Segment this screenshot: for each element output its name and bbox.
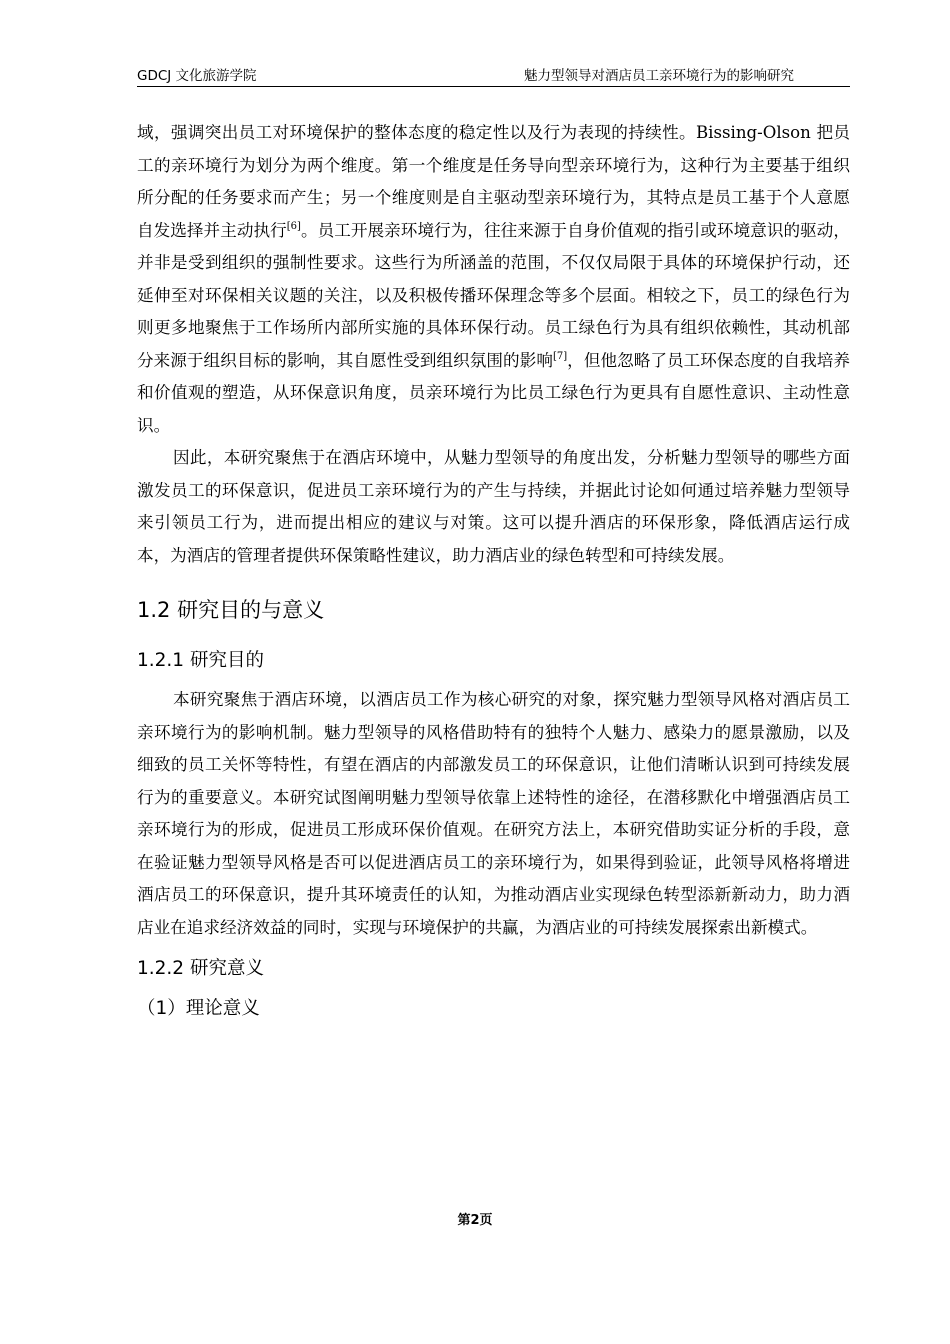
header-institution: GDCJ 文化旅游学院 bbox=[137, 68, 257, 84]
section-heading: 1.2 研究目的与意义 bbox=[137, 598, 325, 622]
paragraph-text: ，但他忽略了员工环保态度的自我培养和价值观的塑造，从环保意识角度，员亲环境行为比员工绿色行为更具有自愿性意识、主动性意识。 bbox=[137, 350, 850, 435]
page-body bbox=[137, 117, 850, 1022]
citation-ref: [7] bbox=[552, 350, 568, 362]
paragraph-text: 域，强调突出员工对环境保护的整体态度的稳定性以及行为表现的持续性。Bissing-Olson 把员工的亲环境行为划分为两个维度。第一个维度是任务导向型亲环境行为，这种行为主要基于组织所分配的任务要求而产生；另一个维度则是自主驱动型亲环境行为，其特点是员工基于个人意愿自发选择并主动执行 bbox=[137, 123, 850, 240]
paragraph-text: 。员工开展亲环境行为，往往来源于自身价值观的指引或环境意识的驱动，并非是受到组织的强制性要求。这些行为所涵盖的范围，不仅仅局限于具体的环境保护行动，还延伸至对环保相关议题的关注，以及积极传播环保理念等多个层面。相较之下，员工的绿色行为则更多地聚焦于工作场所内部所实施的具体环保行动。员工绿色行为具有组织依赖性，其动机部分来源于组织目标的影响，其自愿性受到组织氛围的影响 bbox=[137, 220, 850, 370]
page-header bbox=[137, 68, 850, 87]
subsubsection-heading: （1）理论意义 bbox=[137, 998, 260, 1019]
subsection-heading: 1.2.2 研究意义 bbox=[137, 958, 264, 979]
paragraph: 因此，本研究聚焦于在酒店环境中，从魅力型领导的角度出发，分析魅力型领导的哪些方面激发员工的环保意识，促进员工亲环境行为的产生与持续，并据此讨论如何通过培养魅力型领导来引领员工行为，进而提出相应的建议与对策。这可以提升酒店的环保形象，降低酒店运行成本，为酒店的管理者提供环保策略性建议，助力酒店业的绿色转型和可持续发展。 bbox=[137, 448, 850, 565]
paragraph-continued bbox=[137, 117, 850, 442]
subsection-heading: 1.2.1 研究目的 bbox=[137, 650, 264, 671]
citation-ref: [6] bbox=[286, 220, 301, 232]
paragraph: 本研究聚焦于酒店环境，以酒店员工作为核心研究的对象，探究魅力型领导风格对酒店员工亲环境行为的影响机制。魅力型领导的风格借助特有的独特个人魅力、感染力的愿景激励，以及细致的员工关怀等特性，有望在酒店的内部激发员工的环保意识，让他们清晰认识到可持续发展行为的重要意义。本研究试图阐明魅力型领导依靠上述特性的途径，在潜移默化中增强酒店员工亲环境行为的形成，促进员工形成环保价值观。在研究方法上，本研究借助实证分析的手段，意在验证魅力型领导风格是否可以促进酒店员工的亲环境行为，如果得到验证，此领导风格将增进酒店员工的环保意识，提升其环境责任的认知，为推动酒店业实现绿色转型添新新动力，助力酒店业在追求经济效益的同时，实现与环境保护的共赢，为酒店业的可持续发展探索出新模式。 bbox=[137, 690, 850, 937]
header-thesis-title: 魅力型领导对酒店员工亲环境行为的影响研究 bbox=[524, 68, 794, 84]
page-number: 第2页 bbox=[457, 1213, 493, 1228]
